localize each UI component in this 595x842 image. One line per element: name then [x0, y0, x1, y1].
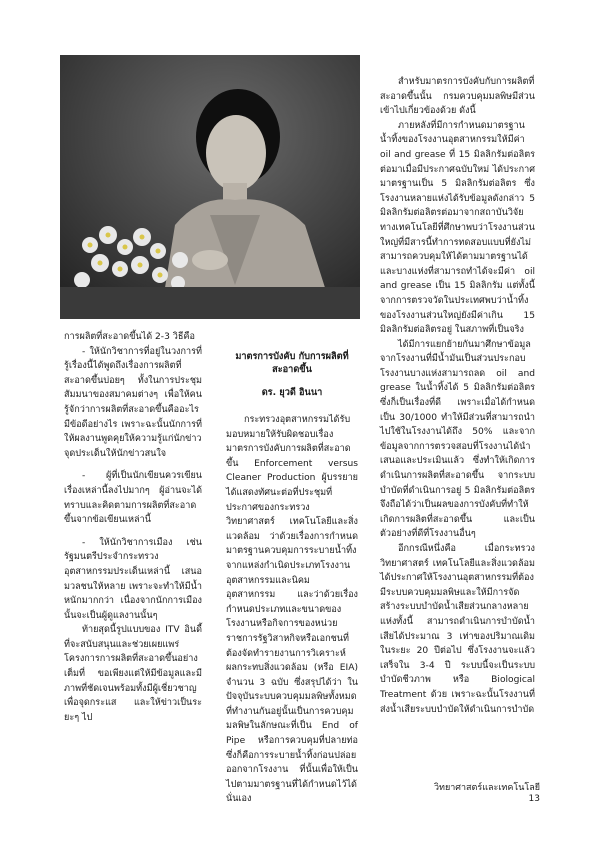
right-paragraph-2: ภายหลังที่มีการกำหนดมาตรฐานน้ำทิ้งของโรงงานอุตสาหกรรมให้มีค่า oil and grease ที่ 15 มิลลิกรัมต่อลิตร ต่อมาเมื่อมีประกาศฉบับใหม่ ได้ประกาศมาตรฐานเป็น 5 มิลลิกรัมต่อลิตร ซึ่งโรงงานหลายแห่งได้รับข้อมูลดังกล่าว 5 มิลลิกรัมต่อลิตรต่อมาจากสถาบันวิจัยทางเทคโนโลยีที่ศึกษาพบว่าโรงงานส่วนใหญ่ที่มีสารนี้ทำการทดสอบแบบที่ยังไม่สามารถควบคุมให้ได้ตามมาตรฐานได้ และบางแห่งที่สามารถทำได้จะมีค่า oil and grease เป็น 15 มิลลิกรัม แต่ทั้งนี้จากการตรวจวัดในประเทศพบว่าน้ำทิ้งของโรงงานส่วนใหญ่ยังมีค่าเกิน 15 มิลลิกรัมต่อลิตรอยู่ ในสภาพที่เป็นจริง	[380, 120, 535, 336]
photo-icon	[60, 55, 360, 319]
right-paragraph-4: อีกกรณีหนึ่งคือ เมื่อกระทรวงวิทยาศาสตร์ เทคโนโลยีและสิ่งแวดล้อม ได้ประกาศให้โรงงานอุตสาหกรรมที่ต้องมีระบบควบคุมมลพิษและให้มีการจัดสร้างระบบบำบัดน้ำเสียส่วนกลางหลายแห่งทั้งนี้ สามารถดำเนินการบำบัดน้ำเสียได้ประมาณ 3 เท่าของปริมาณเดิม ในระยะ 20 ปีต่อไป ซึ่งโรงงานจะแล้วเสร็จใน 3-4 ปี ระบบนี้จะเป็นระบบบำบัดชีวภาพ หรือ Biological Treatment ด้วย เพราะฉะนั้นโรงงานที่ส่งน้ำเสียระบบบำบัดให้ดำเนินการบำบัด	[380, 544, 535, 715]
right-paragraph-1: สำหรับมาตรการบังคับกับการผลิตที่สะอาดขึ้นนั้น กรมควบคุมมลพิษมีส่วนเข้าไปเกี่ยวข้องด้วย ดังนี้	[380, 77, 535, 117]
middle-paragraph-1: กระทรวงอุตสาหกรรมได้รับมอบหมายให้รับผิดชอบเรื่อง มาตรการบังคับการผลิตที่สะอาดขึ้น Enforcement versus Cleaner Production ผู้บรรยายได้แสดงทัศนะต่อที่ประชุมที่ประกาศของกระทรวงวิทยาศาสตร์ เทคโนโลยีและสิ่งแวดล้อม ว่าด้วยเรื่องการกำหนดมาตรฐานควบคุมการระบายน้ำทิ้งจากแหล่งกำเนิดประเภทโรงงานอุตสาหกรรมและนิคมอุตสาหกรรม และว่าด้วยเรื่องกำหนดประเภทและขนาดของโรงงานหรือกิจการของหน่วยราชการรัฐวิสาหกิจหรือเอกชนที่ต้องจัดทำรายงานการวิเคราะห์ผลกระทบสิ่งแวดล้อม (หรือ EIA) จำนวน 3 ฉบับ ซึ่งสรุปได้ว่า ในปัจจุบันระบบควบคุมมลพิษทั้งหมดที่ทำงานกันอยู่นั้นเป็นการควบคุมมลพิษในลักษณะที่เป็น End of Pipe หรือการควบคุมที่ปลายท่อซึ่งก็คือการระบายน้ำทิ้งก่อนปล่อยออกจากโรงงาน ที่นั้นเพื่อให้เป็นไปตามมาตรฐานที่ได้กำหนดไว้ได้นั่นเอง	[226, 415, 358, 805]
left-paragraph-3: - ผู้ที่เป็นนักเขียนควรเขียนเรื่องเหล่านี้ลงไปมากๆ ผู้อ่านจะได้ทราบและคิดตามการผลิตที่สะอาดขึ้นจากข้อเขียนเหล่านี้	[64, 471, 202, 526]
left-paragraph-2: - ให้นักวิชาการที่อยู่ในวงการที่รู้เรื่องนี้ได้พูดถึงเรื่องการผลิตที่สะอาดขึ้นบ่อยๆ ทั้งในการประชุมสัมมนาของสมาคมต่างๆ เพื่อให้คนรู้จักว่าการผลิตที่สะอาดขึ้นคืออะไร มีข้อดีอย่างไร เพราะฉะนั้นนักการที่ให้ผลงานพูดคุยให้ความรู้แก่นักข่าว จุดประเด็นให้นักข่าวสนใจ	[64, 346, 202, 459]
left-column	[64, 330, 202, 725]
left-paragraph-1: การผลิตที่สะอาดขึ้นได้ 2-3 วิธีคือ	[64, 332, 195, 342]
author-name: ดร. ยุวดี อินนา	[261, 387, 323, 398]
photo	[60, 55, 360, 319]
page-footer: วิทยาศาสตร์และเทคโนโลยี 13	[433, 783, 540, 804]
section-heading: มาตรการบังคับ กับการผลิตที่สะอาดขึ้น	[235, 351, 349, 375]
left-paragraph-5: ท้ายสุดนี้รูปแบบของ ITV อินดี้ที่จะสนับสนุนและช่วยเผยแพร่โครงการการผลิตที่สะอาดขึ้นอย่างเต็มที่ ขอเพียงแต่ให้มีข้อมูลและมีภาพที่ชัดเจนพร้อมทั้งมีผู้เชี่ยวชาญ เพื่อจุดกระแส และให้ข่าวเป็นระยะๆ ไป	[64, 625, 202, 723]
right-paragraph-3: ได้มีการแยกย้ายกันมาศึกษาข้อมูลจากโรงงานที่มีน้ำมันเป็นส่วนประกอบ โรงงานบางแห่งสามารถลด oil and grease ในน้ำทิ้งได้ 5 มิลลิกรัมต่อลิตร ซึ่งก็เป็นเรื่องที่ดี เพราะเมื่อได้กำหนดเป็น 30/1000 ทำให้มีส่วนที่สามารถนำไปใช้ในโรงงานได้ถึง 50% และจากข้อมูลจากการตรวจสอบที่โรงงานได้นำเสนอและประเมินแล้ว ซึ่งทำให้เกิดการดำเนินการผลิตที่สะอาดขึ้น จากระบบบำบัดที่ดำเนินการอยู่ 5 มิลลิกรัมต่อลิตร จึงถือได้ว่าเป็นผลของการบังคับที่ทำให้เกิดการผลิตที่สะอาดขึ้น และเป็นตัวอย่างที่ดีที่โรงงานอื่นๆ	[380, 339, 535, 540]
right-column	[380, 75, 535, 717]
left-paragraph-4: - ให้นักวิชาการเมือง เช่นรัฐมนตรีประจำกระทรวงอุตสาหกรรมประเด็นเหล่านี้ เสนอมวลชนให้หลาย เพราะจะทำให้มีน้ำหนักมากกว่า เนื่องจากนักการเมืองนั้นจะเป็นผู้ดูแลงานนั้นๆ	[64, 537, 202, 621]
middle-column	[226, 350, 358, 807]
